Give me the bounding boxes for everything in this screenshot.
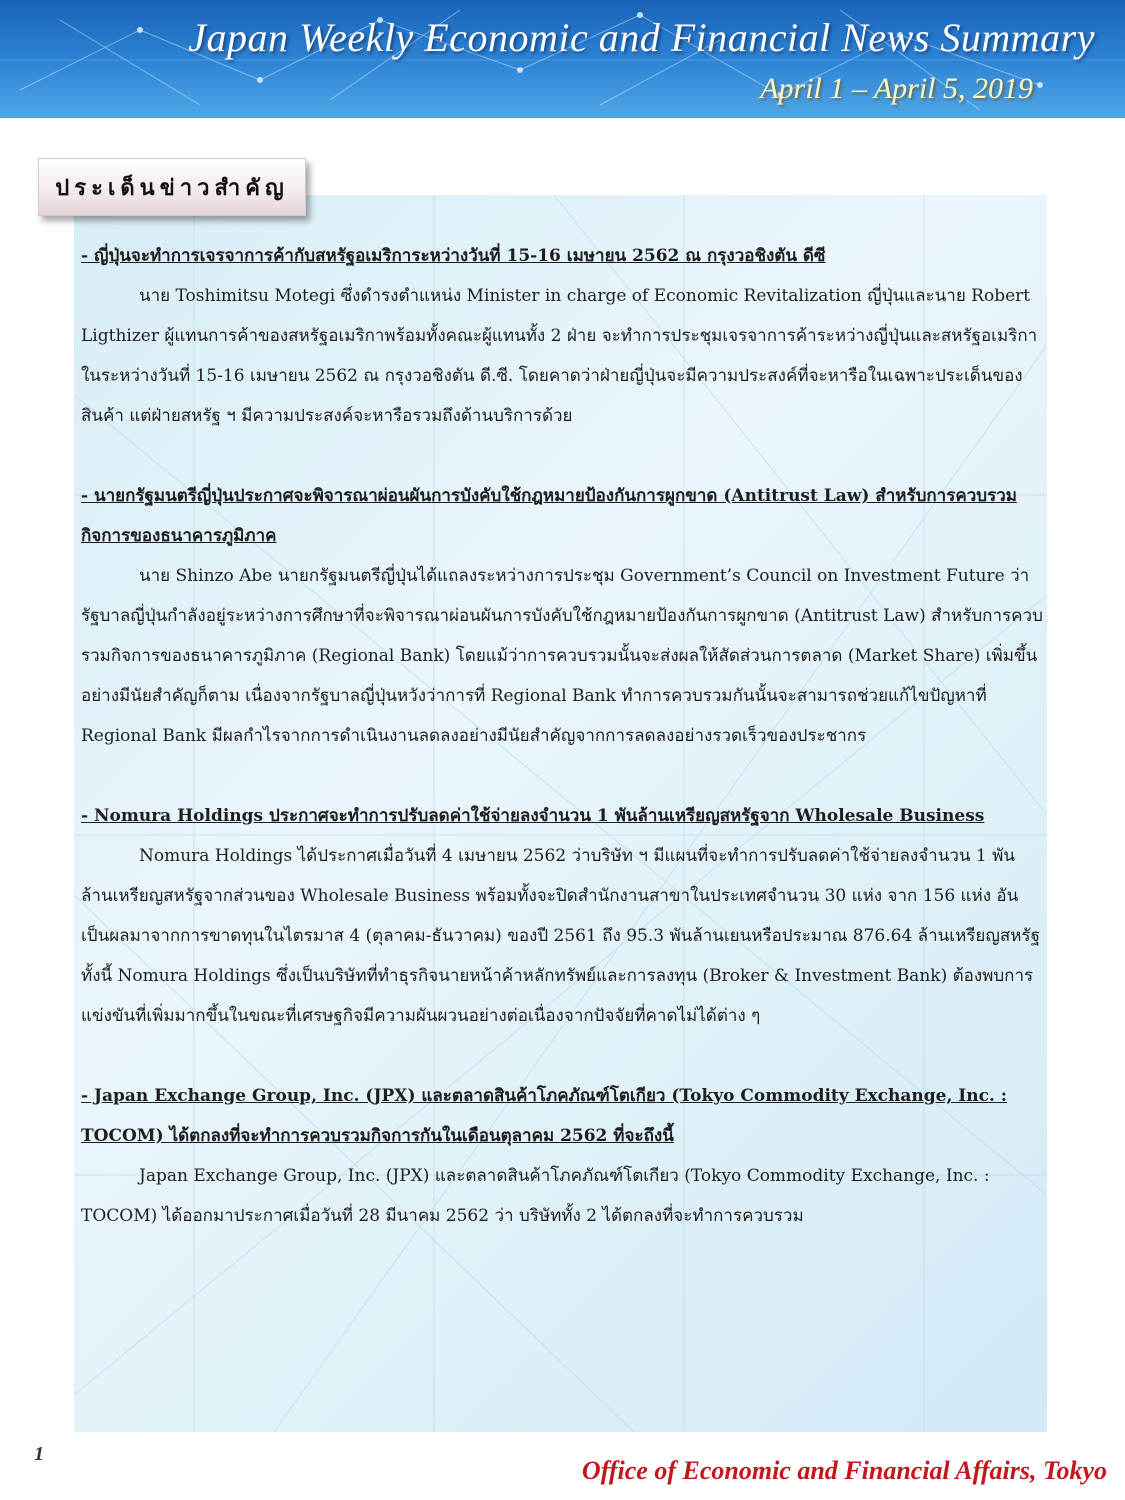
page-number: 1: [34, 1443, 44, 1465]
news-item-body: Nomura Holdings ได้ประกาศเมื่อวันที่ 4 เมษายน 2562 ว่าบริษัท ฯ มีแผนที่จะทำการปรับลดค่าใช้จ่ายลงจำนวน 1 พันล้านเหรียญสหรัฐจากส่วนของ Wholesale Business พร้อมทั้งจะปิดสำนักงานสาขาในประเทศจำนวน 30 แห่ง จาก 156 แห่ง อันเป็นผลมาจากการขาดทุนในไตรมาส 4 (ตุลาคม-ธันวาคม) ของปี 2561 ถึง 95.3 พันล้านเยนหรือประมาณ 876.64 ล้านเหรียญสหรัฐ ทั้งนี้ Nomura Holdings ซึ่งเป็นบริษัทที่ทำธุรกิจนายหน้าค้าหลักทรัพย์และการลงทุน (Broker & Investment Bank) ต้องพบการแข่งขันที่เพิ่มมากขึ้นในขณะที่เศรษฐกิจมีความผันผวนอย่างต่อเนื่องจากปัจจัยที่คาดไม่ได้ต่าง ๆ: [81, 846, 1040, 1026]
publication-title: Japan Weekly Economic and Financial News Summary: [188, 15, 1095, 60]
news-item: [81, 1076, 1043, 1236]
news-item-title: - Japan Exchange Group, Inc. (JPX) และตลาดสินค้าโภคภัณฑ์โตเกียว (Tokyo Commodity Exchange, Inc. : TOCOM) ได้ตกลงที่จะทำการควบรวมกิจการกันในเดือนตุลาคม 2562 ที่จะถึงนี้: [81, 1086, 1008, 1146]
footer-office-name: Office of Economic and Financial Affairs, Tokyo: [581, 1456, 1107, 1485]
news-item: [81, 236, 1043, 436]
news-item-title: - ญี่ปุ่นจะทำการเจรจาการค้ากับสหรัฐอเมริการะหว่างวันที่ 15-16 เมษายน 2562 ณ กรุงวอชิงตัน ดีซี: [81, 246, 826, 266]
news-item-body: นาย Toshimitsu Motegi ซึ่งดำรงตำแหน่ง Minister in charge of Economic Revitalization ญี่ปุ่นและนาย Robert Ligthizer ผู้แทนการค้าของสหรัฐอเมริกาพร้อมทั้งคณะผู้แทนทั้ง 2 ฝ่าย จะทำการประชุมเจรจาการค้าระหว่างญี่ปุ่นและสหรัฐอเมริกา ในระหว่างวันที่ 15-16 เมษายน 2562 ณ กรุงวอชิงตัน ดี.ซี. โดยคาดว่าฝ่ายญี่ปุ่นจะมีความประสงค์ที่จะหารือในเฉพาะประเด็นของสินค้า แต่ฝ่ายสหรัฐ ฯ มีความประสงค์จะหารือรวมถึงด้านบริการด้วย: [81, 286, 1038, 426]
date-range: April 1 – April 5, 2019: [760, 72, 1033, 105]
news-item-body: Japan Exchange Group, Inc. (JPX) และตลาดสินค้าโภคภัณฑ์โตเกียว (Tokyo Commodity Exchange, Inc. : TOCOM) ได้ออกมาประกาศเมื่อวันที่ 28 มีนาคม 2562 ว่า บริษัททั้ง 2 ได้ตกลงที่จะทำการควบรวม: [81, 1166, 990, 1226]
news-item-title: - Nomura Holdings ประกาศจะทำการปรับลดค่าใช้จ่ายลงจำนวน 1 พันล้านเหรียญสหรัฐจาก Wholesale Business: [81, 806, 985, 826]
news-item-title: - นายกรัฐมนตรีญี่ปุ่นประกาศจะพิจารณาผ่อนผันการบังคับใช้กฎหมายป้องกันการผูกขาด (Antitrust Law) สำหรับการควบรวมกิจการของธนาคารภูมิภาค: [81, 486, 1017, 546]
news-item: [81, 796, 1043, 1036]
news-item-body: นาย Shinzo Abe นายกรัฐมนตรีญี่ปุ่นได้แถลงระหว่างการประชุม Government’s Council on Investment Future ว่ารัฐบาลญี่ปุ่นกำลังอยู่ระหว่างการศึกษาที่จะพิจารณาผ่อนผันการบังคับใช้กฎหมายป้องกันการผูกขาด (Antitrust Law) สำหรับการควบรวมกิจการของธนาคารภูมิภาค (Regional Bank) โดยแม้ว่าการควบรวมนั้นจะส่งผลให้สัดส่วนการตลาด (Market Share) เพิ่มขึ้นอย่างมีนัยสำคัญก็ตาม เนื่องจากรัฐบาลญี่ปุ่นหวังว่าการที่ Regional Bank ทำการควบรวมกันนั้นจะสามารถช่วยแก้ไขปัญหาที่ Regional Bank มีผลกำไรจากการดำเนินงานลดลงอย่างมีนัยสำคัญจากการลดลงอย่างรวดเร็วของประชากร: [81, 566, 1043, 746]
news-item: [81, 476, 1043, 756]
section-heading-tab: ประเด็นข่าวสำคัญ: [38, 158, 306, 216]
news-list: [81, 236, 1043, 1276]
header-banner: [0, 0, 1125, 118]
